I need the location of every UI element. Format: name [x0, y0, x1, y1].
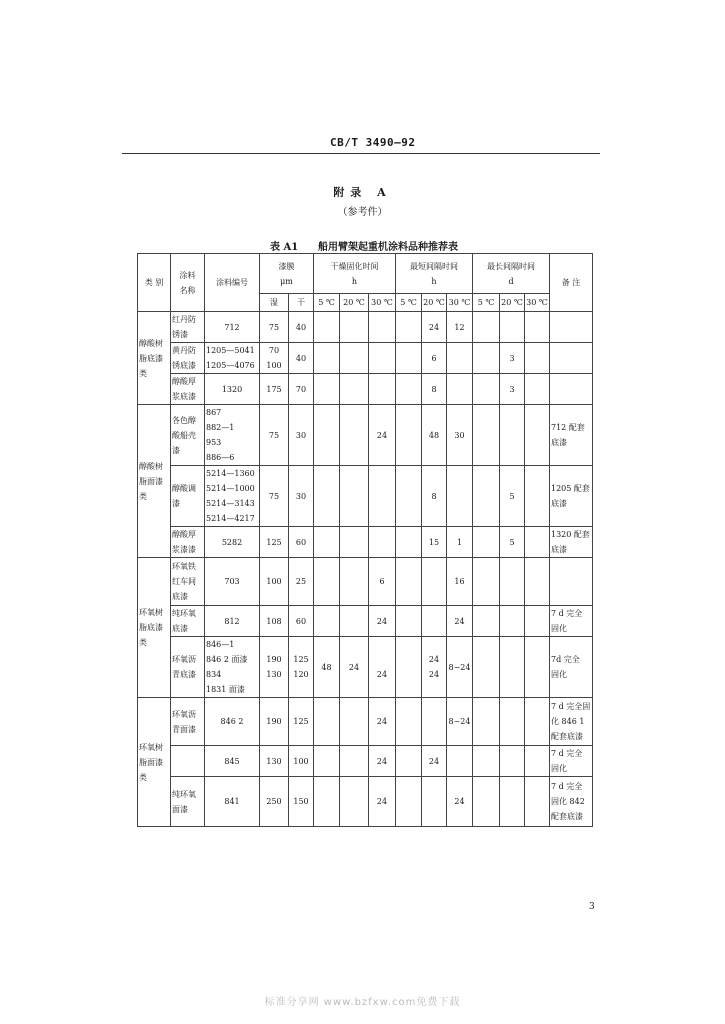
value-cell: 6: [422, 343, 447, 374]
value-cell: [473, 637, 500, 698]
dry-cell: 40: [289, 312, 314, 343]
code-cell: 846—1 846 2 面漆 834 1831 面漆: [205, 637, 260, 698]
head-temp: 5 ℃: [314, 294, 340, 312]
value-cell: [314, 312, 340, 343]
value-cell: 24: [369, 777, 396, 827]
value-cell: [473, 466, 500, 527]
dry-cell: 60: [289, 606, 314, 637]
remark-cell: 1320 配套 底漆: [550, 527, 593, 558]
value-cell: [525, 312, 550, 343]
code-cell: 846 2: [205, 698, 260, 746]
value-cell: [314, 466, 340, 527]
value-cell: [473, 746, 500, 777]
value-cell: 8~24: [447, 698, 473, 746]
value-cell: 5: [500, 527, 525, 558]
wet-cell: 70 100: [260, 343, 289, 374]
value-cell: 6: [369, 558, 396, 606]
value-cell: 8~24: [447, 637, 473, 698]
value-cell: [314, 777, 340, 827]
value-cell: [340, 746, 369, 777]
value-cell: [314, 558, 340, 606]
value-cell: [340, 405, 369, 466]
value-cell: [500, 777, 525, 827]
value-cell: [396, 374, 422, 405]
value-cell: 8: [422, 374, 447, 405]
value-cell: [340, 527, 369, 558]
value-cell: [500, 698, 525, 746]
name-cell: 环氧铁 红车间 底漆: [171, 558, 205, 606]
category-cell: 环氧树 脂面漆 类: [138, 698, 171, 827]
value-cell: [396, 606, 422, 637]
value-cell: [525, 637, 550, 698]
remark-cell: 7 d 完全 固化: [550, 606, 593, 637]
value-cell: [500, 312, 525, 343]
code-cell: 841: [205, 777, 260, 827]
value-cell: [396, 637, 422, 698]
head-category: 类 别: [138, 254, 171, 312]
value-cell: [447, 466, 473, 527]
footer-watermark-link[interactable]: 标准分享网 www.bzfxw.com免费下载: [264, 997, 461, 1008]
head-dry-time: 干燥固化时间 h: [314, 254, 396, 294]
head-temp: 20 ℃: [422, 294, 447, 312]
wet-cell: 75: [260, 405, 289, 466]
value-cell: [314, 527, 340, 558]
value-cell: [314, 746, 340, 777]
category-cell: 醇酸树 脂底漆 类: [138, 312, 171, 405]
head-film: 漆膜 μm: [260, 254, 314, 294]
head-wet: 湿: [260, 294, 289, 312]
head-min-recoat: 最短间隔时间 h: [396, 254, 473, 294]
value-cell: [396, 527, 422, 558]
value-cell: [369, 466, 396, 527]
code-cell: 5214—1360 5214—1000 5214—3143 5214—4217: [205, 466, 260, 527]
value-cell: [447, 374, 473, 405]
code-cell: 1205—5041 1205—4076: [205, 343, 260, 374]
value-cell: [340, 777, 369, 827]
value-cell: [500, 606, 525, 637]
value-cell: 24 24: [422, 637, 447, 698]
value-cell: 24: [340, 637, 369, 698]
head-name: 涂料 名称: [171, 254, 205, 312]
value-cell: [473, 374, 500, 405]
code-cell: 1320: [205, 374, 260, 405]
head-code: 涂料编号: [205, 254, 260, 312]
dry-cell: 30: [289, 405, 314, 466]
value-cell: 48: [314, 637, 340, 698]
wet-cell: 175: [260, 374, 289, 405]
code-cell: 712: [205, 312, 260, 343]
value-cell: 3: [500, 374, 525, 405]
value-cell: 24: [422, 312, 447, 343]
name-cell: 黄丹防 锈底漆: [171, 343, 205, 374]
value-cell: 8: [422, 466, 447, 527]
value-cell: 24: [369, 698, 396, 746]
value-cell: [314, 698, 340, 746]
name-cell: 环氧沥 青面漆: [171, 698, 205, 746]
value-cell: [340, 558, 369, 606]
value-cell: [500, 746, 525, 777]
table-title: 船用臂架起重机涂料品种推荐表: [318, 242, 458, 253]
name-cell: 红丹防 锈漆: [171, 312, 205, 343]
value-cell: [369, 343, 396, 374]
value-cell: 24: [369, 405, 396, 466]
value-cell: [525, 606, 550, 637]
value-cell: [314, 374, 340, 405]
value-cell: 24: [369, 637, 396, 698]
remark-cell: [550, 558, 593, 606]
head-temp: 30 ℃: [447, 294, 473, 312]
value-cell: [525, 777, 550, 827]
value-cell: [473, 405, 500, 466]
remark-cell: [550, 374, 593, 405]
value-cell: 24: [447, 606, 473, 637]
value-cell: 30: [447, 405, 473, 466]
value-cell: [500, 405, 525, 466]
value-cell: [396, 343, 422, 374]
remark-cell: 712 配套 底漆: [550, 405, 593, 466]
standard-code: CB/T 3490—92: [330, 136, 416, 149]
category-cell: 醇酸树 脂面漆 类: [138, 405, 171, 558]
value-cell: [396, 558, 422, 606]
value-cell: [422, 698, 447, 746]
value-cell: 24: [369, 606, 396, 637]
value-cell: [340, 374, 369, 405]
head-temp: 30 ℃: [525, 294, 550, 312]
value-cell: [340, 312, 369, 343]
value-cell: [525, 698, 550, 746]
dry-cell: 100: [289, 746, 314, 777]
remark-cell: 1205 配套 底漆: [550, 466, 593, 527]
name-cell: 纯环氧 面漆: [171, 777, 205, 827]
code-cell: 812: [205, 606, 260, 637]
value-cell: [396, 405, 422, 466]
value-cell: [422, 558, 447, 606]
remark-cell: 7 d 完全 固化 842 配套底漆: [550, 777, 593, 827]
value-cell: 24: [422, 746, 447, 777]
value-cell: [473, 777, 500, 827]
value-cell: [525, 343, 550, 374]
value-cell: [314, 405, 340, 466]
value-cell: [525, 405, 550, 466]
value-cell: [369, 374, 396, 405]
value-cell: [314, 606, 340, 637]
category-cell: 环氧树 脂底漆 类: [138, 558, 171, 698]
value-cell: [396, 466, 422, 527]
value-cell: [396, 312, 422, 343]
value-cell: 3: [500, 343, 525, 374]
value-cell: [500, 637, 525, 698]
value-cell: [525, 466, 550, 527]
value-cell: 15: [422, 527, 447, 558]
wet-cell: 190 130: [260, 637, 289, 698]
head-remark: 备 注: [550, 254, 593, 312]
value-cell: [473, 312, 500, 343]
value-cell: [447, 343, 473, 374]
value-cell: [422, 606, 447, 637]
value-cell: [314, 343, 340, 374]
name-cell: 醇酸厚 浆底漆: [171, 374, 205, 405]
value-cell: [422, 777, 447, 827]
dry-cell: 30: [289, 466, 314, 527]
appendix-title: 附录 A: [333, 186, 392, 199]
code-cell: 703: [205, 558, 260, 606]
head-max-recoat: 最长间隔时间 d: [473, 254, 550, 294]
wet-cell: 75: [260, 466, 289, 527]
value-cell: 48: [422, 405, 447, 466]
value-cell: 12: [447, 312, 473, 343]
dry-cell: 60: [289, 527, 314, 558]
remark-cell: 7 d 完全 固化: [550, 746, 593, 777]
wet-cell: 108: [260, 606, 289, 637]
wet-cell: 75: [260, 312, 289, 343]
name-cell: 醇酸厚 浆漆漆: [171, 527, 205, 558]
value-cell: 24: [369, 746, 396, 777]
value-cell: [340, 606, 369, 637]
dry-cell: 40: [289, 343, 314, 374]
value-cell: [500, 558, 525, 606]
value-cell: [447, 746, 473, 777]
value-cell: [340, 343, 369, 374]
value-cell: [525, 527, 550, 558]
value-cell: [340, 466, 369, 527]
remark-cell: [550, 343, 593, 374]
code-cell: 845: [205, 746, 260, 777]
dry-cell: 70: [289, 374, 314, 405]
value-cell: [525, 374, 550, 405]
name-cell: 醇酸调 漆: [171, 466, 205, 527]
remark-cell: [550, 312, 593, 343]
dry-cell: 25: [289, 558, 314, 606]
value-cell: [473, 343, 500, 374]
value-cell: 5: [500, 466, 525, 527]
value-cell: [525, 558, 550, 606]
value-cell: [525, 746, 550, 777]
name-cell: 各色醇 酸船壳 漆: [171, 405, 205, 466]
value-cell: 24: [447, 777, 473, 827]
code-cell: 867 882—1 953 886—6: [205, 405, 260, 466]
page-number: 3: [589, 902, 595, 912]
head-temp: 20 ℃: [340, 294, 369, 312]
dry-cell: 125: [289, 698, 314, 746]
value-cell: 16: [447, 558, 473, 606]
head-temp: 30 ℃: [369, 294, 396, 312]
head-temp: 5 ℃: [473, 294, 500, 312]
wet-cell: 250: [260, 777, 289, 827]
value-cell: [369, 312, 396, 343]
wet-cell: 190: [260, 698, 289, 746]
wet-cell: 100: [260, 558, 289, 606]
value-cell: [473, 527, 500, 558]
name-cell: 环氧沥 青底漆: [171, 637, 205, 698]
remark-cell: 7 d 完全固 化 846 1 配套底漆: [550, 698, 593, 746]
value-cell: [473, 606, 500, 637]
head-temp: 5 ℃: [396, 294, 422, 312]
wet-cell: 130: [260, 746, 289, 777]
value-cell: [396, 777, 422, 827]
value-cell: [473, 698, 500, 746]
value-cell: [396, 698, 422, 746]
remark-cell: 7d 完全 固化: [550, 637, 593, 698]
head-dry: 干: [289, 294, 314, 312]
head-temp: 20 ℃: [500, 294, 525, 312]
value-cell: [473, 558, 500, 606]
value-cell: [396, 746, 422, 777]
header-rule: [122, 153, 600, 154]
value-cell: 1: [447, 527, 473, 558]
wet-cell: 125: [260, 527, 289, 558]
coating-table: [137, 253, 593, 827]
dry-cell: 150: [289, 777, 314, 827]
appendix-subtitle: （参考件）: [337, 207, 388, 218]
value-cell: [340, 698, 369, 746]
value-cell: [369, 527, 396, 558]
code-cell: 5282: [205, 527, 260, 558]
dry-cell: 125 120: [289, 637, 314, 698]
name-cell: 纯环氧 底漆: [171, 606, 205, 637]
table-number: 表 A1: [270, 242, 299, 253]
name-cell: [171, 746, 205, 777]
